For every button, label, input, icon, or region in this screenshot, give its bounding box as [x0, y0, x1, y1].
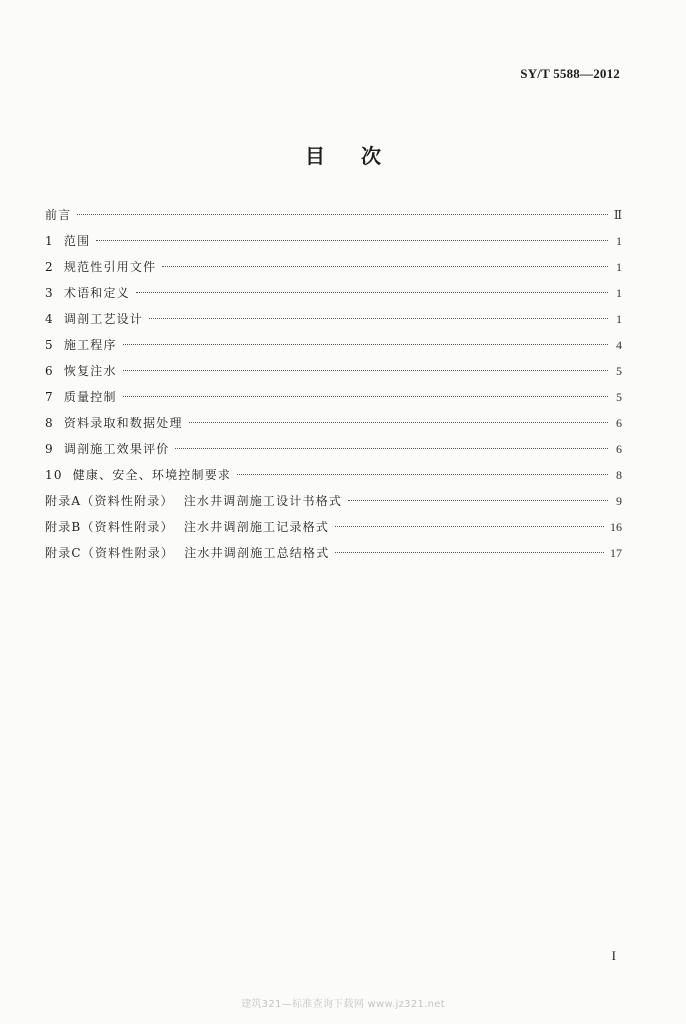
toc-page-number: 6 [616, 416, 622, 430]
toc-item-resume-injection[interactable] [45, 358, 622, 384]
toc-item-scope[interactable] [45, 228, 622, 254]
toc-label: 附录A（资料性附录） 注水井调剖施工设计书格式 [45, 494, 343, 508]
toc-page-number: 6 [616, 442, 622, 456]
toc-label: 2 规范性引用文件 [45, 260, 157, 274]
toc-leader-dots [335, 526, 604, 527]
toc-leader-dots [123, 344, 608, 345]
toc-page-number: 1 [616, 234, 622, 248]
page-title: 目次 [305, 144, 417, 168]
toc-label: 5 施工程序 [45, 338, 117, 352]
toc-leader-dots [237, 474, 608, 475]
toc-leader-dots [96, 240, 608, 241]
toc-leader-dots [149, 318, 608, 319]
toc-item-effect-evaluation[interactable] [45, 436, 622, 462]
toc-label: 6 恢复注水 [45, 364, 117, 378]
toc-label: 9 调剖施工效果评价 [45, 442, 170, 456]
toc-item-data-acquisition[interactable] [45, 410, 622, 436]
toc-label: 附录C（资料性附录） 注水井调剖施工总结格式 [45, 546, 330, 560]
toc-label: 8 资料录取和数据处理 [45, 416, 183, 430]
toc-page-number: 5 [616, 390, 622, 404]
toc-item-quality-control[interactable] [45, 384, 622, 410]
toc-item-appendix-c[interactable] [45, 540, 622, 566]
toc-page-number: 9 [616, 494, 622, 508]
toc-page-number: 1 [616, 286, 622, 300]
toc-page-number: 8 [616, 468, 622, 482]
toc-page-number: 4 [616, 338, 622, 352]
page-number: I [611, 948, 616, 963]
toc-leader-dots [162, 266, 608, 267]
toc-item-appendix-b[interactable] [45, 514, 622, 540]
standard-code: SY/T 5588—2012 [520, 66, 620, 81]
toc-item-foreword[interactable] [45, 202, 622, 228]
toc-page-number: 1 [616, 312, 622, 326]
toc-item-normative-references[interactable] [45, 254, 622, 280]
toc-page-number: Ⅱ [613, 208, 622, 222]
toc-leader-dots [189, 422, 608, 423]
toc-item-construction-procedure[interactable] [45, 332, 622, 358]
toc-leader-dots [348, 500, 608, 501]
toc-item-hse-requirements[interactable] [45, 462, 622, 488]
toc-leader-dots [123, 370, 608, 371]
toc-page-number: 17 [610, 546, 622, 560]
toc-page-number: 1 [616, 260, 622, 274]
toc-label: 4 调剖工艺设计 [45, 312, 144, 326]
toc-item-process-design[interactable] [45, 306, 622, 332]
toc-leader-dots [335, 552, 604, 553]
toc-leader-dots [123, 396, 608, 397]
toc-leader-dots [77, 214, 607, 215]
toc-page-number: 5 [616, 364, 622, 378]
toc-label: 前言 [45, 208, 72, 222]
toc-leader-dots [175, 448, 608, 449]
table-of-contents [45, 202, 622, 566]
toc-page-number: 16 [610, 520, 622, 534]
toc-label: 附录B（资料性附录） 注水井调剖施工记录格式 [45, 520, 330, 534]
watermark: 建筑321—标准查询下载网 www.jz321.net [241, 999, 445, 1010]
toc-item-terms-definitions[interactable] [45, 280, 622, 306]
toc-label: 1 范围 [45, 234, 91, 248]
toc-item-appendix-a[interactable] [45, 488, 622, 514]
toc-label: 10 健康、安全、环境控制要求 [45, 468, 232, 482]
toc-label: 7 质量控制 [45, 390, 117, 404]
toc-leader-dots [136, 292, 608, 293]
toc-label: 3 术语和定义 [45, 286, 130, 300]
